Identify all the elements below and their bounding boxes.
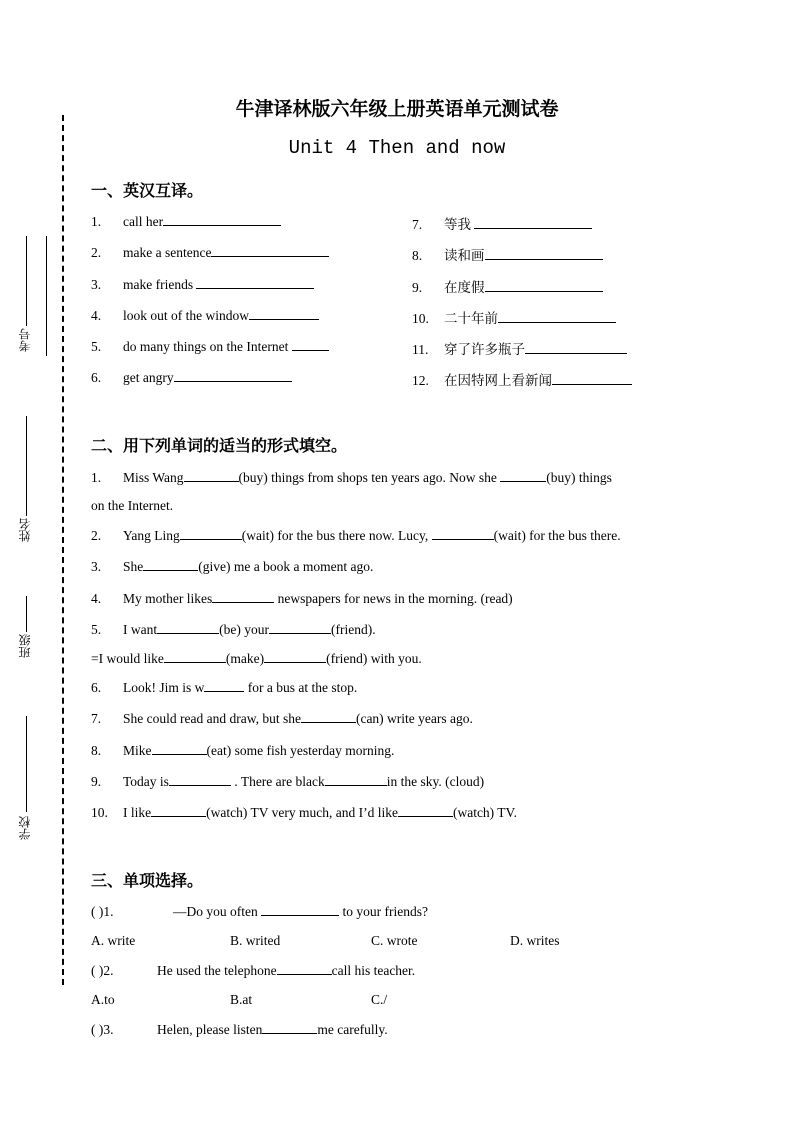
s3-q3 xyxy=(91,1021,388,1038)
item-number: 5. xyxy=(91,339,102,354)
s3-q1-option-a[interactable]: A. write xyxy=(91,933,136,948)
question-text: in the sky. (cloud) xyxy=(386,774,485,789)
s1-item-7 xyxy=(412,213,592,233)
s2-q6 xyxy=(91,679,357,696)
question-number: 5. xyxy=(91,622,102,637)
question-text: to your friends? xyxy=(339,904,428,919)
page-subtitle: Unit 4 Then and now xyxy=(288,137,506,159)
question-text: (wait) for the bus there now. Lucy, xyxy=(241,528,432,543)
s1-item-2 xyxy=(91,244,329,261)
answer-blank[interactable] xyxy=(249,307,319,320)
item-number: 8. xyxy=(412,248,423,263)
s3-q1-option-b[interactable]: B. writed xyxy=(230,933,281,948)
item-number: 2. xyxy=(91,245,102,260)
s1-item-5 xyxy=(91,338,329,355)
answer-blank[interactable] xyxy=(485,279,603,292)
question-text: He used the telephone xyxy=(157,963,277,978)
item-text: look out of the window xyxy=(123,308,249,323)
answer-blank[interactable] xyxy=(143,558,198,571)
answer-blank[interactable] xyxy=(485,247,603,260)
question-text: Look! Jim is w xyxy=(123,680,205,695)
question-text: —Do you often xyxy=(173,904,262,919)
question-text: newspapers for news in the morning. (read) xyxy=(274,591,513,606)
question-number: 8. xyxy=(91,743,102,758)
answer-blank[interactable] xyxy=(474,216,592,229)
answer-blank[interactable] xyxy=(498,310,616,323)
item-text: do many things on the Internet xyxy=(123,339,289,354)
s2-q8 xyxy=(91,742,394,759)
question-number: 10. xyxy=(91,805,108,820)
answer-blank[interactable] xyxy=(211,244,329,257)
item-text: 等我 xyxy=(444,217,471,232)
question-number: 3. xyxy=(91,559,102,574)
item-number: 6. xyxy=(91,370,102,385)
question-text: (give) me a book a moment ago. xyxy=(198,559,374,574)
question-text: I like xyxy=(123,805,152,820)
answer-blank[interactable] xyxy=(184,469,239,482)
question-text: (friend) with you. xyxy=(326,651,422,666)
s3-q1-option-d[interactable]: D. writes xyxy=(510,933,560,948)
item-number: 10. xyxy=(412,311,429,326)
question-text: (watch) TV very much, and I’d like xyxy=(206,805,398,820)
s3-q1-option-c[interactable]: C. wrote xyxy=(371,933,418,948)
item-text: 读和画 xyxy=(444,248,485,263)
item-number: 9. xyxy=(412,280,423,295)
question-text: She could read and draw, but she xyxy=(123,711,301,726)
binding-dashed-line xyxy=(62,115,64,985)
question-number: 6. xyxy=(91,680,102,695)
question-text: Yang Ling xyxy=(123,528,180,543)
side-label-school: 学校 xyxy=(18,816,32,840)
s3-q2-option-a[interactable]: A.to xyxy=(91,992,115,1007)
s2-q2 xyxy=(91,527,621,544)
s1-item-4 xyxy=(91,307,319,324)
item-text: make friends xyxy=(123,277,194,292)
side-label-name: 姓名 xyxy=(18,518,32,542)
item-number: 7. xyxy=(412,217,423,232)
s2-q5 xyxy=(91,621,376,638)
answer-blank[interactable] xyxy=(196,276,314,289)
answer-blank[interactable] xyxy=(301,710,356,723)
question-text: call his teacher. xyxy=(331,963,416,978)
question-text: for a bus at the stop. xyxy=(244,680,358,695)
question-number: 4. xyxy=(91,591,102,606)
section-1-title: 一、英汉互译。 xyxy=(91,183,204,200)
side-blank-name[interactable] xyxy=(26,416,27,516)
side-blank-school[interactable] xyxy=(26,716,27,812)
question-text: (buy) things from shops ten years ago. Now she xyxy=(238,470,501,485)
question-text: (friend). xyxy=(330,622,376,637)
question-text: (eat) some fish yesterday morning. xyxy=(206,743,395,758)
s1-item-10 xyxy=(412,307,616,327)
question-text: (can) write years ago. xyxy=(355,711,473,726)
answer-blank[interactable] xyxy=(164,650,226,663)
item-number: 4. xyxy=(91,308,102,323)
answer-blank[interactable] xyxy=(269,621,331,634)
item-text: 在因特网上看新闻 xyxy=(444,373,552,388)
s1-item-3 xyxy=(91,276,314,293)
s2-q10 xyxy=(91,804,517,821)
section-2-title: 二、用下列单词的适当的形式填空。 xyxy=(91,438,348,455)
item-number: 1. xyxy=(91,214,102,229)
s3-q2 xyxy=(91,962,415,979)
s2-q7 xyxy=(91,710,473,727)
question-text: =I would like xyxy=(91,651,164,666)
s1-item-8 xyxy=(412,244,603,264)
question-text: (wait) for the bus there. xyxy=(493,528,621,543)
s1-item-9 xyxy=(412,276,603,296)
s1-item-1 xyxy=(91,213,281,230)
s2-q9 xyxy=(91,773,484,790)
question-number: 9. xyxy=(91,774,102,789)
answer-blank[interactable] xyxy=(292,338,329,351)
answer-paren[interactable]: ( )2. xyxy=(91,963,114,978)
question-number: 2. xyxy=(91,528,102,543)
answer-blank[interactable] xyxy=(432,527,494,540)
item-text: 在度假 xyxy=(444,280,485,295)
question-number: 7. xyxy=(91,711,102,726)
side-label-class: 班级 xyxy=(18,634,32,658)
answer-blank[interactable] xyxy=(151,804,206,817)
side-blank-exam-no[interactable] xyxy=(26,236,27,326)
item-number: 11. xyxy=(412,342,429,357)
item-number: 3. xyxy=(91,277,102,292)
answer-blank[interactable] xyxy=(325,773,387,786)
s3-q1 xyxy=(91,903,428,920)
question-text: (be) your xyxy=(219,622,269,637)
question-text: (buy) things xyxy=(546,470,612,485)
question-number: 1. xyxy=(91,470,102,485)
answer-blank[interactable] xyxy=(180,527,242,540)
question-text: My mother likes xyxy=(123,591,213,606)
page-title: 牛津译林版六年级上册英语单元测试卷 xyxy=(235,99,559,120)
question-text: Today is xyxy=(123,774,169,789)
answer-paren[interactable]: ( )1. xyxy=(91,904,114,919)
question-text: . There are black xyxy=(230,774,325,789)
s2-q1 xyxy=(91,469,612,486)
answer-blank[interactable] xyxy=(552,372,632,385)
s2-q4 xyxy=(91,590,513,607)
s3-q2-option-c[interactable]: C./ xyxy=(371,992,388,1007)
answer-blank[interactable] xyxy=(398,804,453,817)
s3-q2-option-b[interactable]: B.at xyxy=(230,992,253,1007)
answer-blank[interactable] xyxy=(264,650,326,663)
answer-blank xyxy=(261,903,339,916)
s2-q5-cont xyxy=(91,650,422,667)
item-text: get angry xyxy=(123,370,174,385)
question-text: I want xyxy=(123,622,158,637)
answer-blank[interactable] xyxy=(212,590,274,603)
answer-blank[interactable] xyxy=(500,469,546,482)
item-text: make a sentence xyxy=(123,245,212,260)
s1-item-6 xyxy=(91,369,292,386)
section-3-title: 三、单项选择。 xyxy=(91,873,204,890)
item-text: call her xyxy=(123,214,164,229)
item-text: 二十年前 xyxy=(444,311,498,326)
question-text: Miss Wang xyxy=(123,470,184,485)
s1-item-11 xyxy=(412,338,627,358)
question-text: (make) xyxy=(225,651,265,666)
question-text: She xyxy=(123,559,144,574)
question-text: me carefully. xyxy=(317,1022,388,1037)
answer-blank[interactable] xyxy=(169,773,231,786)
answer-blank[interactable] xyxy=(525,341,627,354)
answer-blank[interactable] xyxy=(204,679,244,692)
answer-blank[interactable] xyxy=(152,742,207,755)
answer-blank[interactable] xyxy=(157,621,219,634)
answer-blank xyxy=(262,1021,317,1034)
answer-blank[interactable] xyxy=(174,369,292,382)
answer-blank[interactable] xyxy=(163,213,281,226)
question-text: (watch) TV. xyxy=(452,805,517,820)
answer-paren[interactable]: ( )3. xyxy=(91,1022,114,1037)
side-line-exam-no xyxy=(46,236,47,356)
item-number: 12. xyxy=(412,373,429,388)
side-label-exam-no: 考号 xyxy=(18,328,32,352)
s2-q1-cont: on the Internet. xyxy=(91,498,174,513)
question-text: Helen, please listen xyxy=(157,1022,263,1037)
question-text: Mike xyxy=(123,743,152,758)
s1-item-12 xyxy=(412,369,632,389)
answer-blank xyxy=(277,962,332,975)
s2-q3 xyxy=(91,558,373,575)
side-blank-class[interactable] xyxy=(26,596,27,632)
item-text: 穿了许多瓶子 xyxy=(444,342,525,357)
